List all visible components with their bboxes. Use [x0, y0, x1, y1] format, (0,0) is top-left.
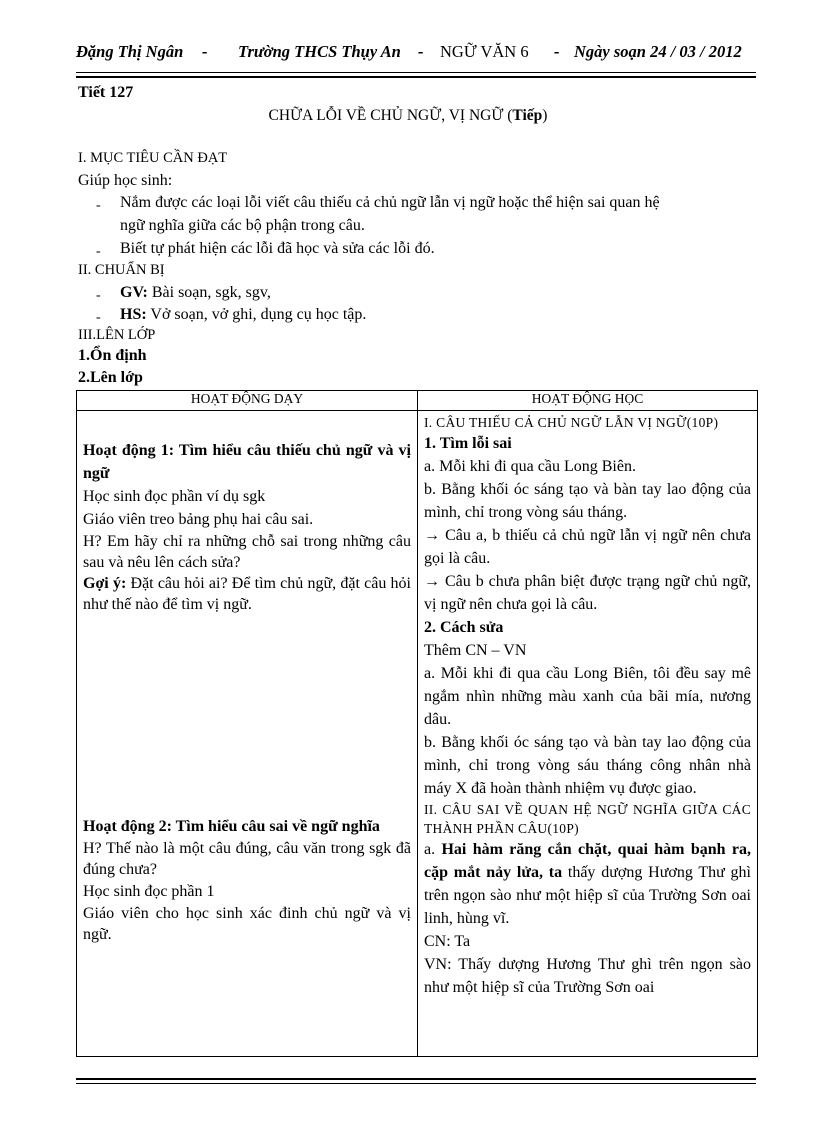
- objective-2: Biết tự phát hiện các lỗi đã học và sửa các lỗi đó.: [120, 240, 435, 257]
- section-heading: II. CHUẨN BỊ: [78, 262, 165, 278]
- objective-1-cont: ngữ nghĩa giữa các bộ phận trong câu.: [120, 217, 365, 234]
- predicate-line: VN: Thấy dượng Hương Thư ghì trên ngọn sào như một hiệp sĩ của Trường Sơn oai: [424, 956, 751, 996]
- header-author: Đặng Thị Ngân: [76, 42, 184, 61]
- example-b: b. Bằng khối óc sáng tạo và bàn tay lao động của mình, chỉ trong vòng sáu tháng.: [424, 481, 751, 521]
- example-a: a. Mỗi khi đi qua cầu Long Biên.: [424, 458, 636, 475]
- activity-2-line: Giáo viên cho học sinh xác đinh chủ ngữ và vị ngữ.: [83, 905, 411, 943]
- column-header-learning: HOẠT ĐỘNG HỌC: [418, 391, 758, 411]
- example-sentence: a. Hai hàm răng cắn chặt, quai hàm bạnh ra, cặp mắt nảy lửa, ta thấy dượng Hương Thư ghì trên ngọn sào như một hiệp sĩ của Trường Sơn oai linh, hùng vĩ.: [424, 841, 752, 927]
- activity-2-title: Hoạt động 2: Tìm hiểu câu sai về ngữ nghĩa: [83, 818, 380, 835]
- intro-text: Giúp học sinh:: [78, 172, 173, 189]
- fix-title: 2. Cách sửa: [424, 619, 504, 636]
- header-subject: NGỮ VĂN 6: [440, 42, 529, 61]
- step-2: 2.Lên lớp: [78, 369, 143, 386]
- prep-teacher: GV: Bài soạn, sgk, sgv,: [120, 284, 271, 301]
- find-errors-title: 1. Tìm lỗi sai: [424, 435, 512, 452]
- bullet-dash: -: [96, 310, 101, 325]
- footer-rule: [76, 1083, 756, 1084]
- column-header-teaching: HOẠT ĐỘNG DẠY: [77, 391, 418, 411]
- activity-2-question: H? Thế nào là một câu đúng, câu văn trong sgk đã đúng chưa?: [83, 840, 411, 878]
- bullet-dash: -: [96, 244, 101, 259]
- section-heading: III.LÊN LỚP: [78, 327, 156, 343]
- bullet-dash: -: [96, 288, 101, 303]
- lesson-table: [76, 390, 758, 1057]
- fix-line: Thêm CN – VN: [424, 642, 527, 659]
- step-1: 1.Ổn định: [78, 347, 147, 364]
- page-title: CHỮA LỖI VỀ CHỦ NGỮ, VỊ NGỮ (Tiếp): [268, 107, 548, 124]
- header-separator: -: [418, 42, 424, 61]
- header-rule: [76, 76, 756, 78]
- prep-student: HS: Vở soạn, vở ghi, dụng cụ học tập.: [120, 306, 367, 323]
- lesson-number: Tiết 127: [78, 84, 134, 101]
- header-school: Trường THCS Thụy An: [238, 42, 401, 61]
- teaching-cell: [77, 411, 418, 1057]
- section-heading: I. MỤC TIÊU CẦN ĐẠT: [78, 150, 228, 166]
- footer-rule: [76, 1078, 756, 1080]
- section-1-title: I. CÂU THIẾU CẢ CHỦ NGỮ LẪN VỊ NGỮ(10P): [424, 415, 719, 430]
- header-separator: -: [202, 42, 208, 61]
- arrow-right-icon: →: [424, 573, 440, 590]
- arrow-right-icon: →: [424, 527, 440, 544]
- activity-1-hint: Gợi ý: Đặt câu hỏi ai? Để tìm chủ ngữ, đặt câu hỏi như thế nào để tìm vị ngữ.: [83, 575, 412, 613]
- comment-2: → Câu b chưa phân biệt được trạng ngữ chủ ngữ, vị ngữ nên chưa gọi là câu.: [424, 573, 751, 613]
- activity-1-line: Giáo viên treo bảng phụ hai câu sai.: [83, 511, 314, 528]
- header-rule: [76, 72, 756, 73]
- activity-2-line: Học sinh đọc phần 1: [83, 883, 215, 900]
- activity-1-title: Hoạt động 1: Tìm hiểu câu thiếu chủ ngữ và vị ngữ: [83, 442, 411, 482]
- fixed-example-a: a. Mỗi khi đi qua cầu Long Biên, tôi đều say mê ngắm nhìn những màu xanh của bãi mía, nương dâu.: [424, 665, 751, 728]
- learning-cell: [418, 411, 758, 1057]
- header-date: Ngày soạn 24 / 03 / 2012: [574, 42, 742, 61]
- objective-1: Nắm được các loại lỗi viết câu thiếu cả chủ ngữ lẫn vị ngữ hoặc thể hiện sai quan hệ: [120, 194, 660, 211]
- header-separator: -: [554, 42, 560, 61]
- activity-1-line: Học sinh đọc phần ví dụ sgk: [83, 488, 266, 505]
- bullet-dash: -: [96, 198, 101, 213]
- section-2-title: II. CÂU SAI VỀ QUAN HỆ NGỮ NGHĨA GIỮA CÁC THÀNH PHẦN CÂU(10P): [424, 802, 751, 836]
- comment-1: → Câu a, b thiếu cả chủ ngữ lẫn vị ngữ nên chưa gọi là câu.: [424, 527, 751, 567]
- fixed-example-b: b. Bằng khối óc sáng tạo và bàn tay lao động của mình, chỉ trong vòng sáu tháng công nhân nhà máy X đã hoàn thành nhiệm vụ được giao.: [424, 734, 751, 797]
- activity-1-question: H? Em hãy chỉ ra những chỗ sai trong những câu sau và nêu lên cách sửa?: [83, 533, 411, 571]
- subject-line: CN: Ta: [424, 933, 471, 950]
